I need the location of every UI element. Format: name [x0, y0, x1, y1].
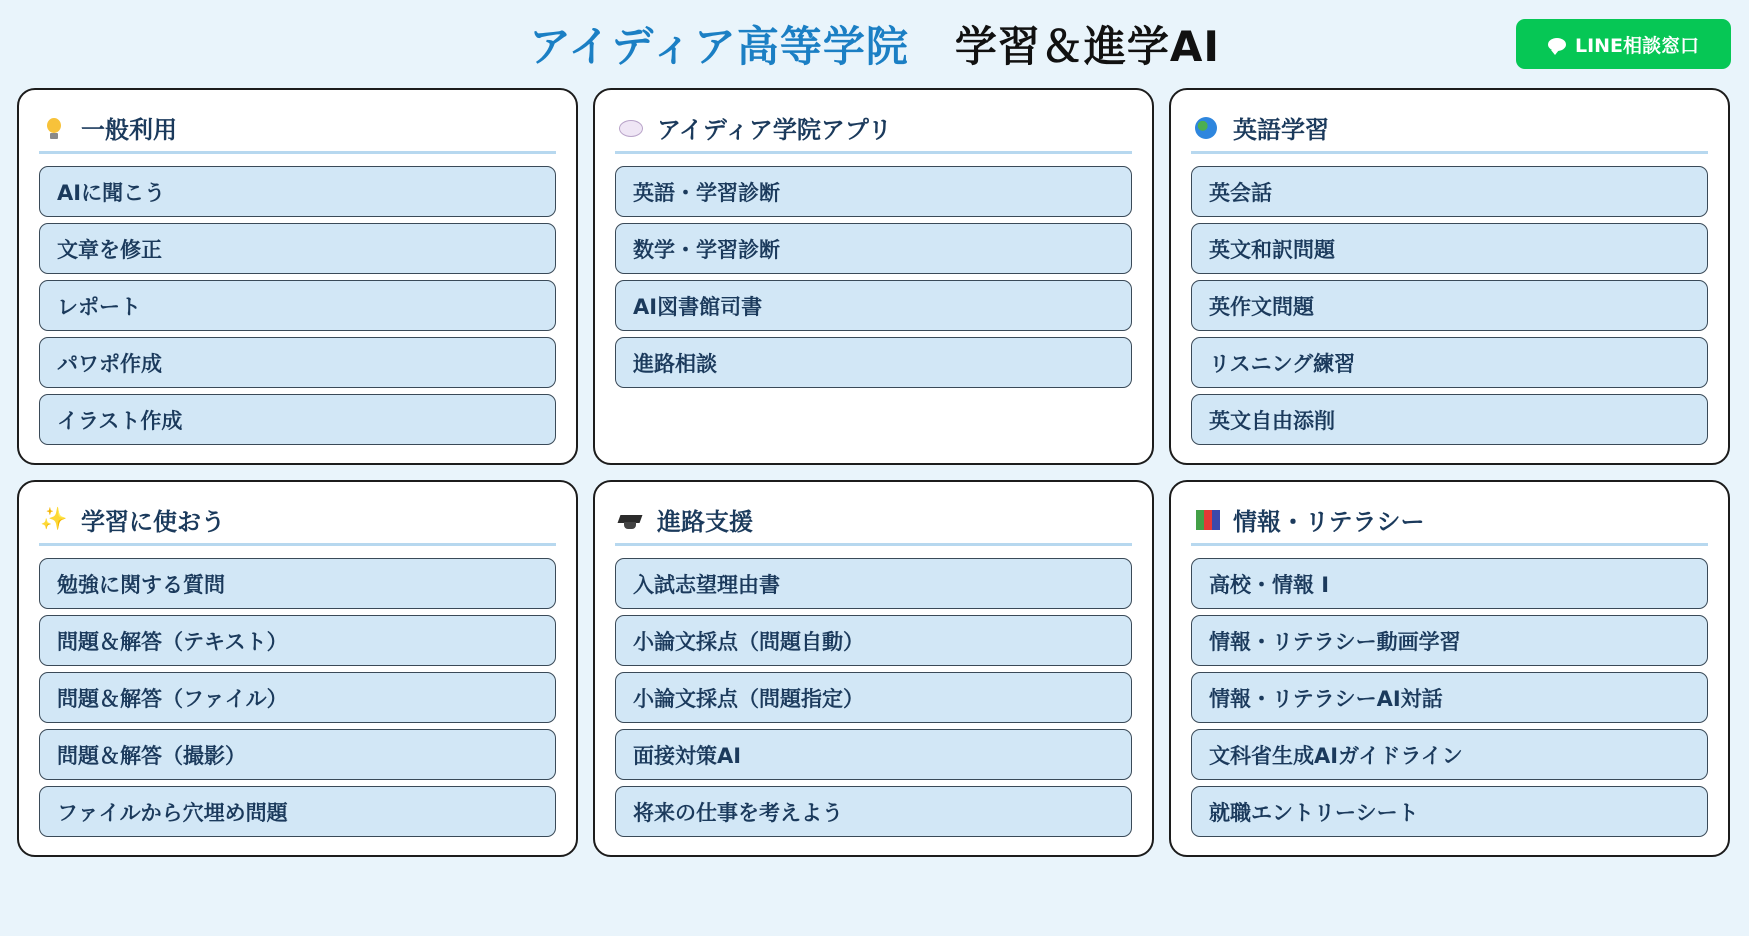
- menu-item[interactable]: 小論文採点（問題自動）: [615, 615, 1132, 666]
- page-title: [529, 14, 1220, 74]
- speech-bubble-icon: [617, 115, 643, 141]
- menu-item[interactable]: 情報・リテラシーAI対話: [1191, 672, 1708, 723]
- card-general-use: [17, 88, 578, 465]
- menu-item[interactable]: 英文和訳問題: [1191, 223, 1708, 274]
- menu-item[interactable]: 英作文問題: [1191, 280, 1708, 331]
- line-consult-button[interactable]: [1516, 19, 1731, 69]
- menu-item[interactable]: イラスト作成: [39, 394, 556, 445]
- menu-item[interactable]: 英文自由添削: [1191, 394, 1708, 445]
- menu-item[interactable]: 小論文採点（問題指定）: [615, 672, 1132, 723]
- card-title: アイディア学院アプリ: [657, 116, 892, 144]
- card-title: 一般利用: [81, 116, 177, 144]
- card-info-literacy: [1169, 480, 1730, 857]
- sparkles-icon: ✨: [40, 507, 68, 532]
- menu-item[interactable]: 勉強に関する質問: [39, 558, 556, 609]
- menu-item[interactable]: パワポ作成: [39, 337, 556, 388]
- menu-item[interactable]: 将来の仕事を考えよう: [615, 786, 1132, 837]
- card-title: 英語学習: [1233, 116, 1329, 144]
- lightbulb-icon: [41, 115, 67, 141]
- menu-item[interactable]: ファイルから穴埋め問題: [39, 786, 556, 837]
- globe-icon: [1193, 115, 1219, 141]
- menu-item[interactable]: 文章を修正: [39, 223, 556, 274]
- card-header: [615, 104, 1132, 154]
- school-name: アイディア高等学院: [528, 22, 909, 71]
- menu-item[interactable]: 英会話: [1191, 166, 1708, 217]
- line-button-label: LINE相談窓口: [1574, 34, 1700, 57]
- menu-item[interactable]: 問題＆解答（ファイル）: [39, 672, 556, 723]
- menu-item[interactable]: 面接対策AI: [615, 729, 1132, 780]
- category-grid: [17, 88, 1730, 857]
- card-header: [39, 104, 556, 154]
- menu-item[interactable]: 高校・情報 I: [1191, 558, 1708, 609]
- card-header: [1191, 104, 1708, 154]
- menu-item[interactable]: 入試志望理由書: [615, 558, 1132, 609]
- card-study-use: [17, 480, 578, 857]
- card-header: [615, 496, 1132, 546]
- menu-item[interactable]: 問題＆解答（撮影）: [39, 729, 556, 780]
- menu-item[interactable]: 就職エントリーシート: [1191, 786, 1708, 837]
- card-english-learning: [1169, 88, 1730, 465]
- menu-item[interactable]: レポート: [39, 280, 556, 331]
- card-academy-app: [593, 88, 1154, 465]
- menu-item[interactable]: リスニング練習: [1191, 337, 1708, 388]
- card-title: 学習に使おう: [81, 508, 225, 536]
- menu-item[interactable]: 進路相談: [615, 337, 1132, 388]
- books-icon: [1193, 507, 1219, 533]
- menu-item[interactable]: 問題＆解答（テキスト）: [39, 615, 556, 666]
- menu-item[interactable]: 文科省生成AIガイドライン: [1191, 729, 1708, 780]
- menu-item[interactable]: 英語・学習診断: [615, 166, 1132, 217]
- menu-item[interactable]: 情報・リテラシー動画学習: [1191, 615, 1708, 666]
- card-title: 進路支援: [657, 508, 753, 536]
- menu-item[interactable]: 数学・学習診断: [615, 223, 1132, 274]
- card-header: [39, 496, 556, 546]
- menu-item[interactable]: AIに聞こう: [39, 166, 556, 217]
- header: [0, 0, 1749, 88]
- menu-item[interactable]: AI図書館司書: [615, 280, 1132, 331]
- card-title: 情報・リテラシー: [1233, 508, 1425, 536]
- card-career-support: [593, 480, 1154, 857]
- card-header: [1191, 496, 1708, 546]
- chat-bubble-icon: [1548, 38, 1566, 51]
- page-subtitle: 学習＆進学AI: [954, 22, 1220, 71]
- graduation-cap-icon: [617, 507, 643, 533]
